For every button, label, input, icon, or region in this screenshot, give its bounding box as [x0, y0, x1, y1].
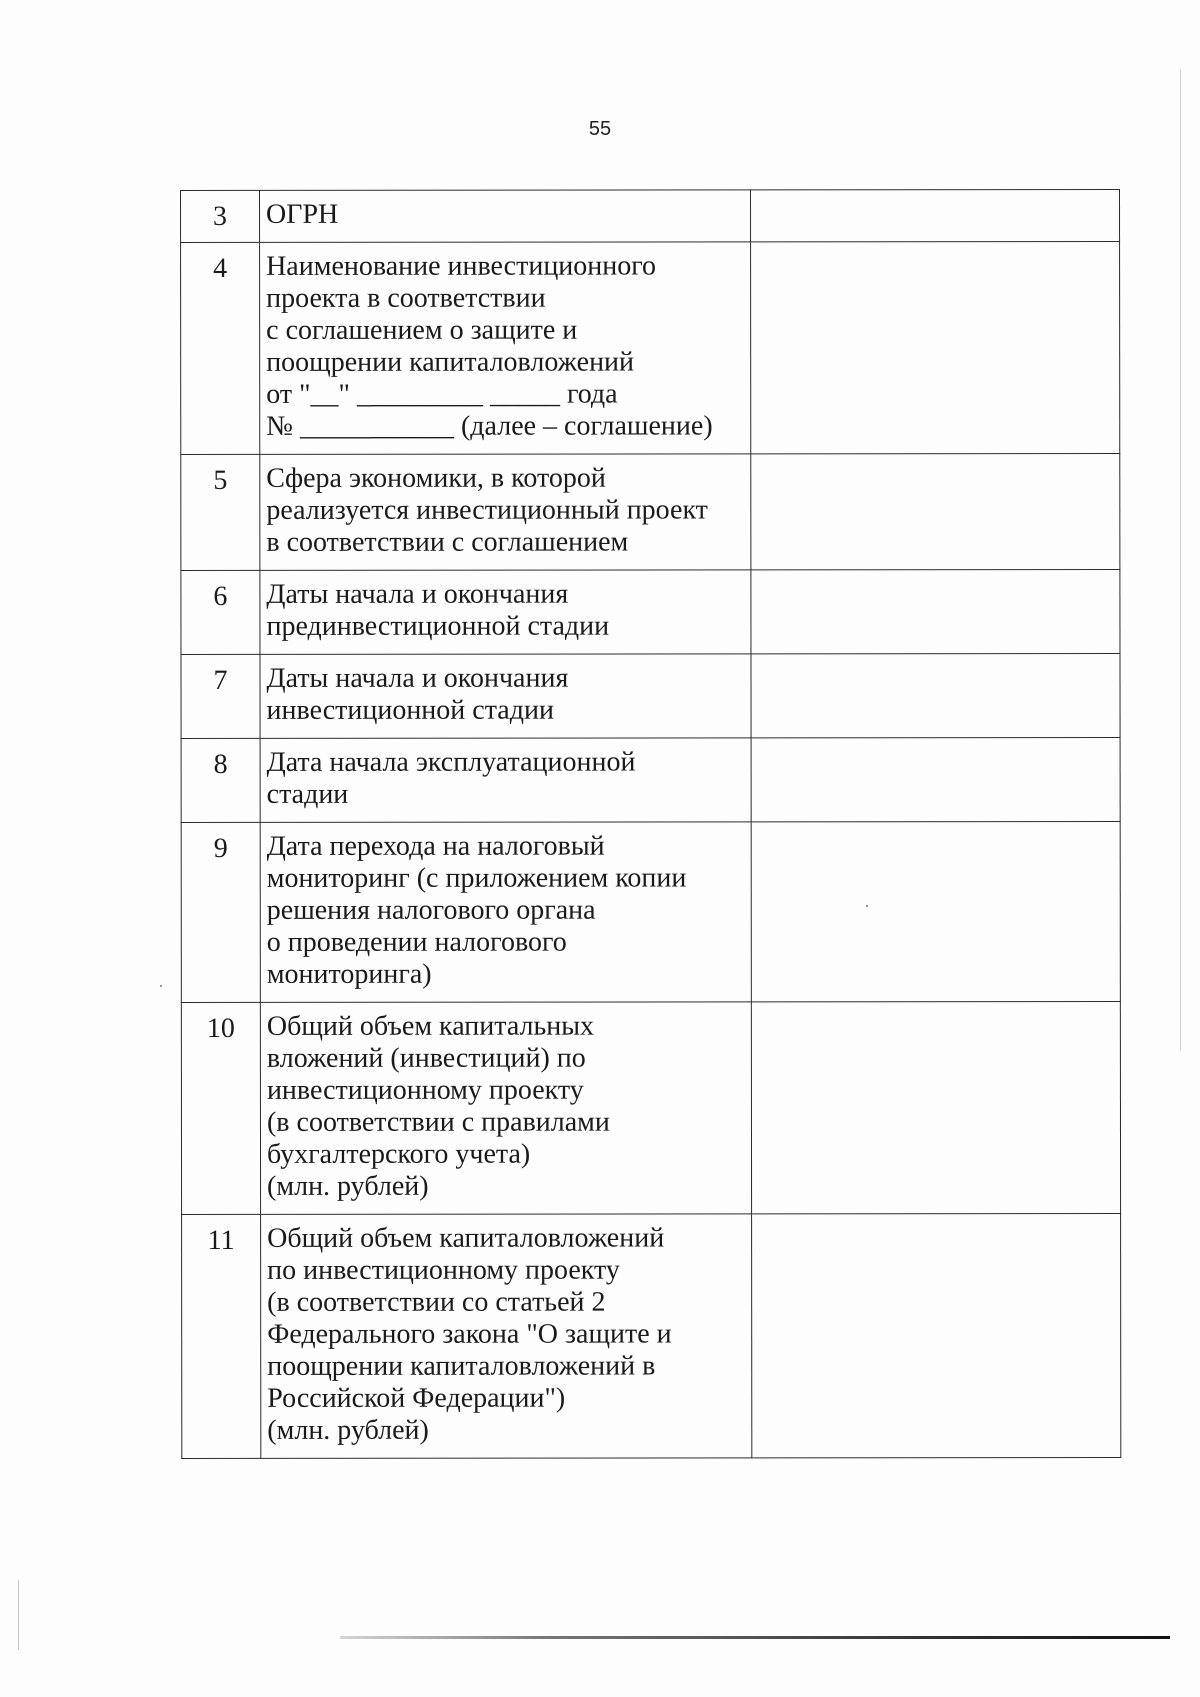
row-label-line: Сфера экономики, в которой [266, 462, 606, 494]
table-row [181, 822, 1120, 1003]
row-number: 3 [181, 190, 260, 242]
row-label [260, 738, 751, 823]
row-label-line: Даты начала и окончания [266, 578, 569, 610]
row-label-line: прединвестиционной стадии [266, 610, 610, 642]
row-label-line: мониторинг (с приложением копии [266, 862, 687, 894]
table-row [181, 242, 1120, 455]
row-label [260, 822, 751, 1003]
table-row [181, 454, 1120, 571]
row-label-line: по инвестиционному проекту [267, 1254, 620, 1286]
row-value-field[interactable] [751, 654, 1120, 738]
row-value-field[interactable] [751, 822, 1120, 1002]
row-label-line: поощрении капиталовложений [266, 346, 635, 378]
row-value-field[interactable] [751, 190, 1120, 242]
row-number: 9 [181, 822, 260, 1002]
row-label-line: решения налогового органа [266, 894, 596, 926]
row-number: 10 [181, 1002, 260, 1214]
row-number: 5 [181, 454, 260, 570]
row-label [260, 190, 751, 243]
row-label-line: мониторинга) [266, 958, 432, 990]
row-value-field[interactable] [751, 1002, 1120, 1214]
row-label-line: инвестиционному проекту [266, 1074, 584, 1106]
row-label-line: с соглашением о защите и [266, 314, 578, 346]
scan-edge-right [1180, 70, 1181, 1050]
table-row [181, 1002, 1120, 1215]
row-number: 11 [182, 1214, 261, 1458]
table-row [182, 1214, 1121, 1459]
page-number: 55 [588, 118, 612, 140]
row-label [260, 654, 751, 739]
table-row [181, 654, 1120, 739]
row-label-line: Общий объем капитальных [266, 1010, 595, 1042]
scan-bottom-rule [340, 1636, 1170, 1639]
row-label-line: стадии [266, 778, 349, 810]
row-label-line: бухгалтерского учета) [266, 1138, 531, 1170]
row-label-line: Даты начала и окончания [266, 662, 569, 694]
row-label [261, 1214, 752, 1459]
row-label-line: Дата перехода на налоговый [266, 830, 605, 862]
row-label-line: поощрении капиталовложений в [267, 1350, 656, 1382]
table-row [181, 570, 1120, 655]
row-label-line: (в соответствии со статьей 2 [267, 1286, 606, 1318]
row-value-field[interactable] [752, 1214, 1121, 1458]
scan-speck [160, 985, 162, 987]
row-label-line: № ___________ (далее – соглашение) [266, 410, 713, 442]
row-label [260, 454, 751, 571]
row-label-line: в соответствии с соглашением [266, 526, 629, 558]
form-table [180, 189, 1121, 1459]
row-label-line: Дата начала эксплуатационной [266, 746, 636, 778]
row-label-line: от "__" _________ _____ года [266, 378, 618, 410]
row-label-line: (млн. рублей) [267, 1414, 429, 1446]
row-label-line: Федерального закона "О защите и [267, 1318, 672, 1350]
row-label-line: (млн. рублей) [267, 1170, 429, 1202]
table-row [181, 190, 1120, 243]
row-label [260, 242, 751, 455]
row-value-field[interactable] [751, 570, 1120, 654]
row-label-line: о проведении налогового [266, 926, 567, 958]
row-number: 6 [181, 570, 260, 654]
row-label-line: вложений (инвестиций) по [266, 1042, 586, 1074]
row-label-line: Российской Федерации") [267, 1382, 566, 1414]
scan-edge-left [18, 1580, 19, 1650]
row-label-line: Общий объем капиталовложений [267, 1222, 665, 1254]
row-value-field[interactable] [751, 454, 1120, 570]
row-value-field[interactable] [751, 242, 1120, 454]
row-label-line: Наименование инвестиционного [266, 250, 657, 282]
row-label-line: (в соответствии с правилами [266, 1106, 610, 1138]
row-label-line: реализуется инвестиционный проект [266, 494, 708, 526]
table-row [181, 738, 1120, 823]
row-number: 4 [181, 242, 260, 454]
row-label [260, 570, 751, 655]
row-label [260, 1002, 751, 1215]
row-label-line: инвестиционной стадии [266, 694, 554, 726]
row-label-line: проекта в соответствии [266, 282, 546, 314]
row-value-field[interactable] [751, 738, 1120, 822]
form-table-body [181, 190, 1121, 1459]
row-number: 8 [181, 738, 260, 822]
row-number: 7 [181, 654, 260, 738]
row-label-line: ОГРН [266, 198, 339, 230]
